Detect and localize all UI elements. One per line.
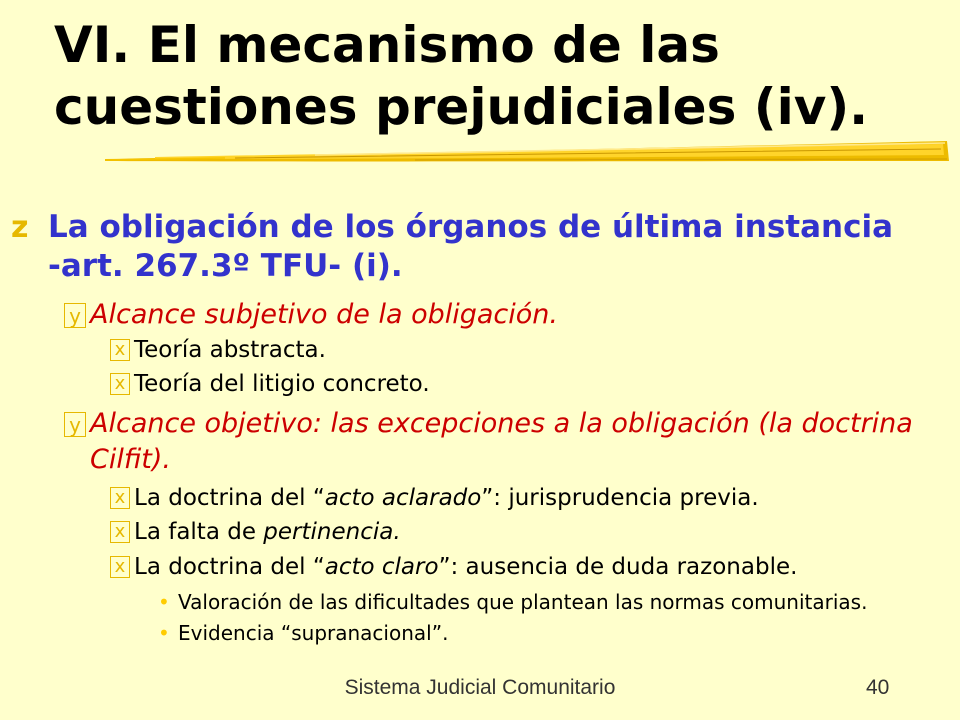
outline-item-text-after: ”: ausencia de duda razonable. — [438, 554, 798, 580]
bullet-level-1: z — [11, 210, 29, 245]
bullet-level-4: • — [158, 621, 170, 645]
outline-item-text-italic: acto aclarado — [324, 485, 482, 511]
outline-item-level-1 — [11, 208, 906, 286]
outline-item-text-before: La falta de — [134, 519, 264, 545]
page-number: 40 — [866, 676, 890, 699]
outline-item-text: Evidencia “supranacional”. — [178, 621, 449, 645]
outline-item-level-2 — [69, 297, 950, 333]
slide-title: VI. El mecanismo de las cuestiones prejudiciales (iv). — [54, 16, 869, 136]
outline-item-text: Alcance subjetivo de la obligación. — [90, 299, 558, 330]
bullet-level-3: x — [110, 487, 130, 509]
outline-item-level-3 — [114, 552, 944, 582]
outline-item-level-3 — [114, 483, 944, 513]
outline-item-level-3 — [114, 369, 944, 399]
outline-item-text-italic: acto claro — [324, 554, 439, 580]
outline-item-text: Valoración de las dificultades que plantean las normas comunitarias. — [178, 590, 868, 614]
brush-stroke-graphic — [95, 130, 955, 172]
outline-item-text: La obligación de los órganos de última instancia -art. 267.3º TFU- (i). — [48, 209, 893, 284]
bullet-level-2: y — [64, 412, 86, 437]
outline-item-text-italic: pertinencia. — [263, 519, 401, 545]
outline-item-text: Teoría abstracta. — [134, 337, 326, 363]
bullet-level-3: x — [110, 556, 130, 578]
title-underline-brush — [95, 130, 955, 172]
bullet-level-3: x — [110, 373, 130, 395]
footer-text: Sistema Judicial Comunitario — [344, 676, 616, 699]
outline-item-level-3 — [114, 517, 944, 547]
outline-item-level-4 — [158, 619, 948, 647]
bullet-level-2: y — [64, 303, 86, 328]
outline-item-text-before: La doctrina del “ — [134, 485, 325, 511]
outline-item-level-2 — [69, 406, 950, 478]
outline-item-text-before: La doctrina del “ — [134, 554, 325, 580]
bullet-level-3: x — [110, 339, 130, 361]
bullet-level-4: • — [158, 590, 170, 614]
outline-item-level-4 — [158, 588, 948, 616]
outline-item-level-3 — [114, 335, 944, 365]
outline-item-text-after: ”: jurisprudencia previa. — [481, 485, 759, 511]
bullet-level-3: x — [110, 521, 130, 543]
outline-item-text: Alcance objetivo: las excepciones a la obligación (la doctrina Cilfit). — [90, 408, 913, 475]
outline-item-text: Teoría del litigio concreto. — [134, 371, 430, 397]
